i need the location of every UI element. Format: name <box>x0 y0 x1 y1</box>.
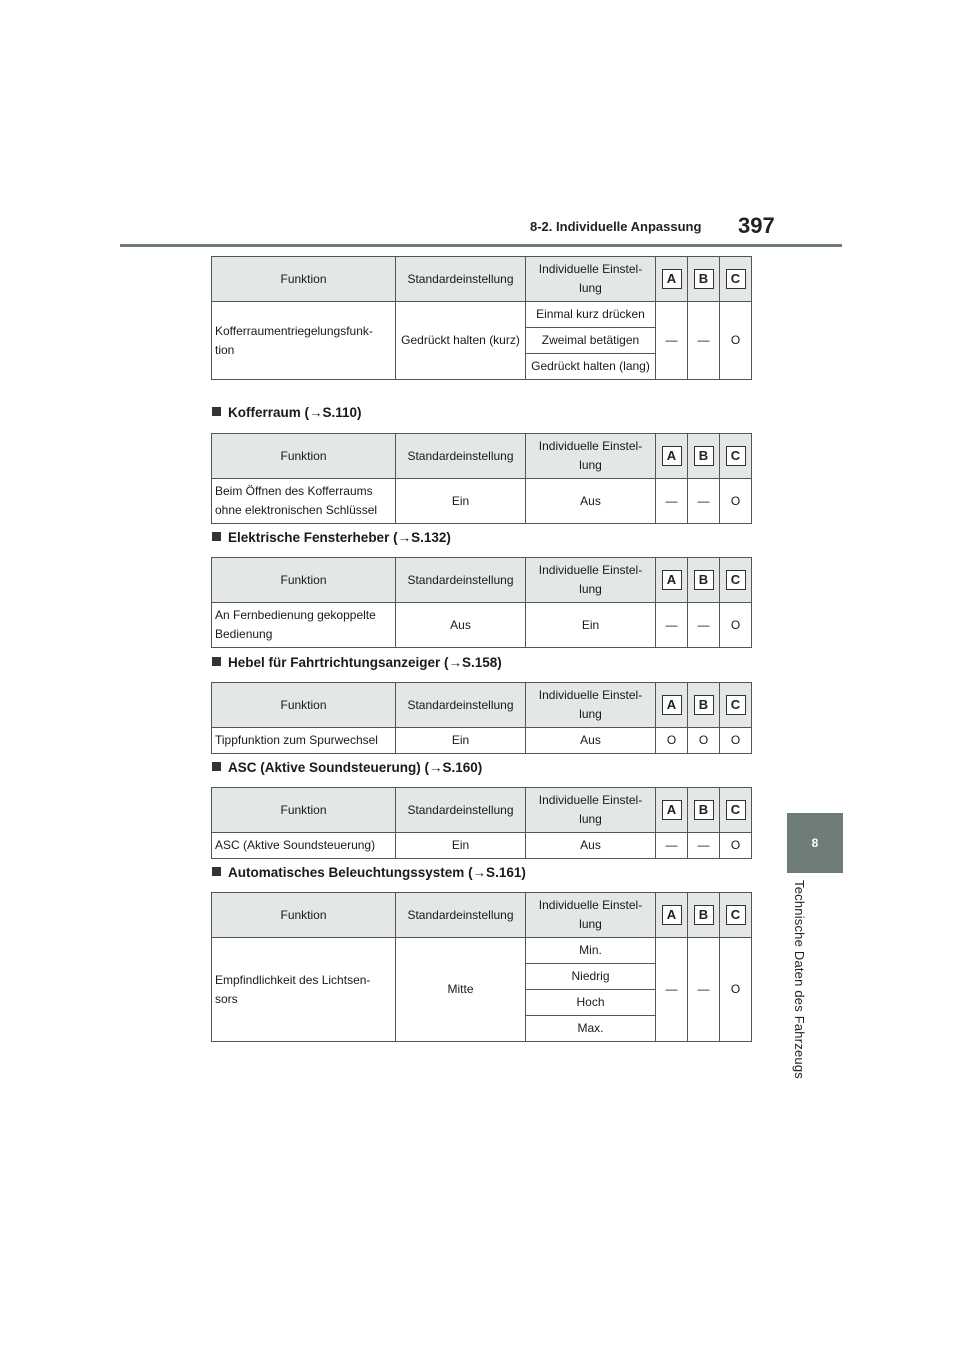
letter-a-icon: A <box>662 269 682 289</box>
cell-c: O <box>720 728 752 754</box>
cell-default: Gedrückt halten (kurz) <box>396 302 526 380</box>
bullet-square-icon <box>212 867 221 876</box>
letter-a-icon: A <box>662 800 682 820</box>
letter-c-icon: C <box>726 905 746 925</box>
cell-default: Ein <box>396 728 526 754</box>
cell-function: Empfindlichkeit des Lichtsen-sors <box>212 938 396 1042</box>
cell-c: O <box>720 603 752 648</box>
cell-c: O <box>720 938 752 1042</box>
cell-option: Min. <box>526 938 656 964</box>
letter-c-icon: C <box>726 446 746 466</box>
cell-a: — <box>656 833 688 859</box>
cell-function: Tippfunktion zum Spurwechsel <box>212 728 396 754</box>
col-function: Funktion <box>212 893 396 938</box>
col-custom: Individuelle Einstel-lung <box>526 683 656 728</box>
table-row <box>212 302 752 328</box>
col-function: Funktion <box>212 683 396 728</box>
col-a <box>656 434 688 479</box>
bullet-square-icon <box>212 407 221 416</box>
cell-default: Ein <box>396 479 526 524</box>
bullet-square-icon <box>212 762 221 771</box>
turn-signal-table <box>211 682 752 754</box>
letter-b-icon: B <box>694 269 714 289</box>
trunk-release-table <box>211 256 752 380</box>
col-c <box>720 788 752 833</box>
letter-b-icon: B <box>694 800 714 820</box>
cell-custom: Aus <box>526 479 656 524</box>
col-b <box>688 257 720 302</box>
col-a <box>656 683 688 728</box>
table-row <box>212 479 752 524</box>
letter-c-icon: C <box>726 800 746 820</box>
cell-a: — <box>656 603 688 648</box>
letter-c-icon: C <box>726 269 746 289</box>
col-default: Standardeinstellung <box>396 683 526 728</box>
cell-option: Gedrückt halten (lang) <box>526 354 656 380</box>
cell-custom: Aus <box>526 833 656 859</box>
table-header-row <box>212 788 752 833</box>
cell-function: Beim Öffnen des Kofferraums ohne elektronischen Schlüssel <box>212 479 396 524</box>
cell-c: O <box>720 302 752 380</box>
cell-option: Niedrig <box>526 964 656 990</box>
cell-c: O <box>720 833 752 859</box>
power-windows-table <box>211 557 752 648</box>
col-a <box>656 788 688 833</box>
cell-option: Max. <box>526 1016 656 1042</box>
cell-function: ASC (Aktive Soundsteuerung) <box>212 833 396 859</box>
table-header-row <box>212 558 752 603</box>
chapter-number: 8 <box>811 836 819 850</box>
asc-table <box>211 787 752 859</box>
cell-b: — <box>688 938 720 1042</box>
cell-option: Einmal kurz drücken <box>526 302 656 328</box>
letter-a-icon: A <box>662 446 682 466</box>
bullet-square-icon <box>212 657 221 666</box>
col-default: Standardeinstellung <box>396 558 526 603</box>
cell-a: O <box>656 728 688 754</box>
col-function: Funktion <box>212 434 396 479</box>
cell-b: — <box>688 302 720 380</box>
cell-b: — <box>688 603 720 648</box>
cell-custom: Ein <box>526 603 656 648</box>
letter-b-icon: B <box>694 446 714 466</box>
auto-light-table <box>211 892 752 1042</box>
cell-custom: Aus <box>526 728 656 754</box>
bullet-square-icon <box>212 532 221 541</box>
col-default: Standardeinstellung <box>396 893 526 938</box>
section-heading: Elektrische Fensterheber (→S.132) <box>212 530 451 545</box>
col-c <box>720 893 752 938</box>
col-default: Standardeinstellung <box>396 257 526 302</box>
letter-a-icon: A <box>662 905 682 925</box>
header-rule <box>120 244 842 247</box>
chapter-tab[interactable] <box>787 813 843 873</box>
col-a <box>656 558 688 603</box>
cell-option: Hoch <box>526 990 656 1016</box>
chapter-title: Technische Daten des Fahrzeugs <box>792 880 807 1079</box>
table-row <box>212 603 752 648</box>
cell-b: — <box>688 833 720 859</box>
col-function: Funktion <box>212 558 396 603</box>
section-heading: Kofferraum (→S.110) <box>212 405 362 420</box>
col-custom: Individuelle Einstel-lung <box>526 558 656 603</box>
section-heading: Hebel für Fahrtrichtungsanzeiger (→S.158) <box>212 655 502 670</box>
letter-b-icon: B <box>694 905 714 925</box>
page-number: 397 <box>738 213 775 238</box>
table-header-row <box>212 683 752 728</box>
col-function: Funktion <box>212 257 396 302</box>
table-header-row <box>212 434 752 479</box>
cell-a: — <box>656 938 688 1042</box>
letter-c-icon: C <box>726 570 746 590</box>
section-heading: ASC (Aktive Soundsteuerung) (→S.160) <box>212 760 482 775</box>
col-c <box>720 257 752 302</box>
col-b <box>688 788 720 833</box>
table-header-row <box>212 257 752 302</box>
letter-b-icon: B <box>694 695 714 715</box>
col-custom: Individuelle Einstel-lung <box>526 257 656 302</box>
col-b <box>688 893 720 938</box>
letter-c-icon: C <box>726 695 746 715</box>
col-a <box>656 257 688 302</box>
col-b <box>688 683 720 728</box>
col-custom: Individuelle Einstel-lung <box>526 434 656 479</box>
col-custom: Individuelle Einstel-lung <box>526 893 656 938</box>
cell-b: — <box>688 479 720 524</box>
col-a <box>656 893 688 938</box>
col-function: Funktion <box>212 788 396 833</box>
col-default: Standardeinstellung <box>396 434 526 479</box>
table-row <box>212 833 752 859</box>
cell-c: O <box>720 479 752 524</box>
cell-a: — <box>656 479 688 524</box>
section-title: 8-2. Individuelle Anpassung <box>530 219 702 234</box>
col-default: Standardeinstellung <box>396 788 526 833</box>
table-row <box>212 938 752 964</box>
col-c <box>720 434 752 479</box>
cell-option: Zweimal betätigen <box>526 328 656 354</box>
col-b <box>688 434 720 479</box>
col-b <box>688 558 720 603</box>
table-row <box>212 728 752 754</box>
cell-default: Ein <box>396 833 526 859</box>
cell-default: Aus <box>396 603 526 648</box>
cell-default: Mitte <box>396 938 526 1042</box>
trunk-table <box>211 433 752 524</box>
cell-function: Kofferraumentriegelungsfunk-tion <box>212 302 396 380</box>
col-custom: Individuelle Einstel-lung <box>526 788 656 833</box>
letter-b-icon: B <box>694 570 714 590</box>
cell-function: An Fernbedienung gekoppelte Bedienung <box>212 603 396 648</box>
letter-a-icon: A <box>662 570 682 590</box>
col-c <box>720 558 752 603</box>
table-header-row <box>212 893 752 938</box>
cell-a: — <box>656 302 688 380</box>
col-c <box>720 683 752 728</box>
letter-a-icon: A <box>662 695 682 715</box>
cell-b: O <box>688 728 720 754</box>
section-heading: Automatisches Beleuchtungssystem (→S.161) <box>212 865 526 880</box>
